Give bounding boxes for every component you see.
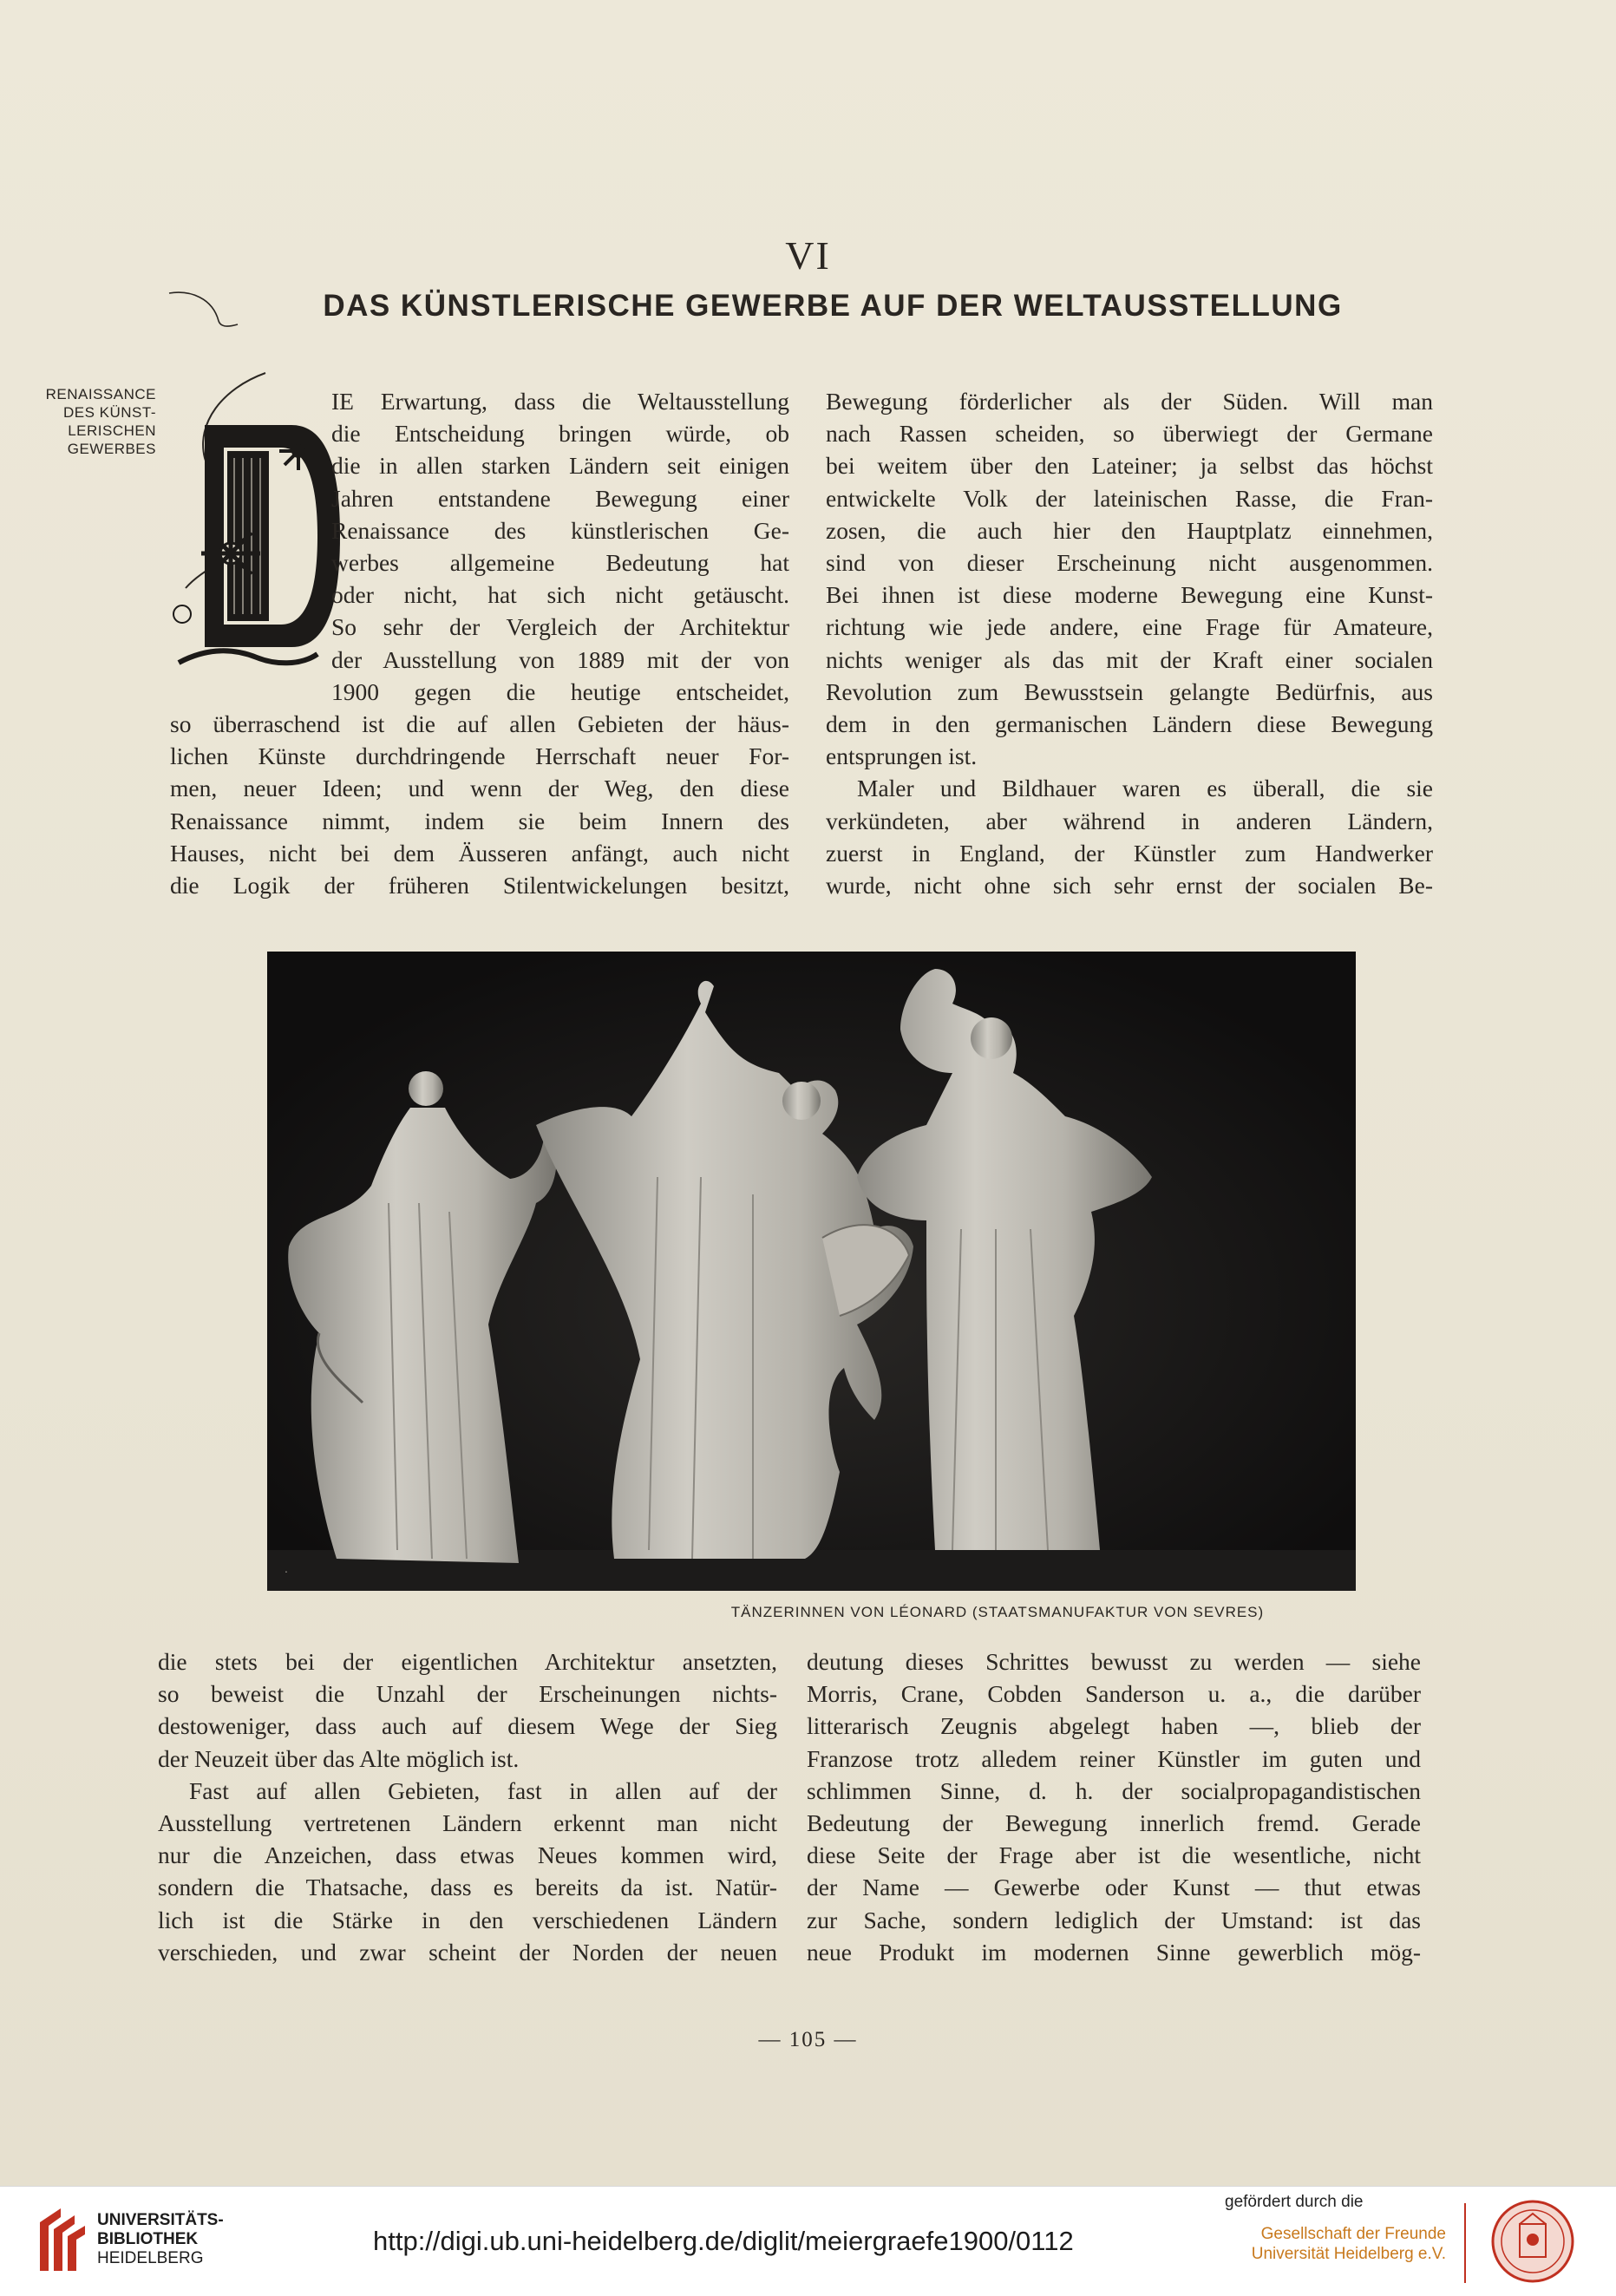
text-line: Renaissance des künstlerischen Ge- <box>331 516 789 544</box>
text-line: Jahren entstandene Bewegung einer <box>331 484 789 512</box>
text-line: Ausstellung vertretenen Ländern erkennt man nicht <box>158 1809 777 1837</box>
marginal-line: LERISCHEN <box>68 422 156 439</box>
text-line: IE Erwartung, dass die Weltausstellung <box>331 388 789 415</box>
library-name[interactable] <box>97 2211 224 2268</box>
text-line: Bei ihnen ist diese moderne Bewegung eine Kunst- <box>826 581 1433 609</box>
text-column-top-right <box>826 385 1433 901</box>
text-line: sind von dieser Erscheinung nicht ausgenommen. <box>826 549 1433 577</box>
title-ornament <box>165 286 243 330</box>
text-line: zosen, die auch hier den Hauptplatz einnehmen, <box>826 516 1433 544</box>
university-seal-icon <box>1485 2198 1580 2285</box>
funded-by-label: gefördert durch die <box>1225 2193 1364 2211</box>
text-line: der Neuzeit über das Alte möglich ist. <box>158 1744 520 1772</box>
text-line: Revolution zum Bewusstsein gelangte Bedürfnis, aus <box>826 677 1433 705</box>
text-line: nichts weniger als das mit der Kraft einer socialen <box>826 645 1433 673</box>
text-line: nur die Anzeichen, dass etwas Neues kommen wird, <box>158 1841 777 1869</box>
text-line: entwickelte Volk der lateinischen Rasse, die Fran- <box>826 484 1433 512</box>
svg-text:·: · <box>285 1567 288 1580</box>
text-line: dem in den germanischen Ländern diese Bewegung <box>826 710 1433 738</box>
text-line: entsprungen ist. <box>826 742 978 770</box>
page-number: — 105 — <box>758 2028 858 2051</box>
text-line: Maler und Bildhauer waren es überall, die sie <box>857 775 1433 802</box>
drop-cap-d <box>170 371 343 675</box>
text-line: die in allen starken Ländern seit einigen <box>331 452 789 480</box>
text-line: der Name — Gewerbe oder Kunst — thut etwas <box>807 1874 1421 1901</box>
text-line: lichen Künste durchdringende Herrschaft neuer For- <box>170 742 789 770</box>
footer-divider <box>1464 2203 1466 2283</box>
society-name-line: Universität Heidelberg e.V. <box>1251 2245 1446 2263</box>
text-line: Bewegung förderlicher als der Süden. Will man <box>826 388 1433 415</box>
text-line: bei weitem über den Lateiner; ja selbst das höchst <box>826 452 1433 480</box>
text-line: der Ausstellung von 1889 mit der von <box>331 645 789 673</box>
text-line: men, neuer Ideen; und wenn der Weg, den diese <box>170 775 789 802</box>
text-line: So sehr der Vergleich der Architektur <box>331 613 789 641</box>
library-name-line: UNIVERSITÄTS- <box>97 2211 224 2229</box>
chapter-title: DAS KÜNSTLERISCHE GEWERBE AUF DER WELTAUSSTELLUNG <box>323 289 1343 323</box>
text-line: Morris, Crane, Cobden Sanderson u. a., die darüber <box>807 1680 1421 1708</box>
figure-caption: TÄNZERINNEN VON LÉONARD (STAATSMANUFAKTUR VON SEVRES) <box>730 1604 1265 1620</box>
text-line: die Logik der früheren Stilentwickelungen besitzt, <box>170 872 789 899</box>
library-name-line: BIBLIOTHEK <box>97 2230 199 2248</box>
text-line: schlimmen Sinne, d. h. der socialpropagandistischen <box>807 1776 1421 1804</box>
text-line: die stets bei der eigentlichen Architektur ansetzten, <box>158 1648 777 1675</box>
society-name[interactable] <box>1216 2224 1446 2264</box>
permalink-url[interactable]: http://digi.ub.uni-heidelberg.de/diglit/meiergraefe1900/0112 <box>373 2226 1074 2256</box>
text-line: so überraschend ist die auf allen Gebieten der häus- <box>170 710 789 737</box>
text-line: Hauses, nicht bei dem Äusseren anfängt, auch nicht <box>170 839 789 867</box>
text-line: lich ist die Stärke in den verschiedenen Ländern <box>158 1906 777 1933</box>
text-line: so beweist die Unzahl der Erscheinungen nichts- <box>158 1680 777 1708</box>
library-name-line: HEIDELBERG <box>97 2249 204 2267</box>
text-column-top-left-full <box>170 708 789 901</box>
text-line: Franzose trotz alledem reiner Künstler im guten und <box>807 1744 1421 1772</box>
chapter-number: VI <box>785 233 831 278</box>
text-column-bottom-left <box>158 1645 777 1968</box>
marginal-line: DES KÜNST- <box>62 404 156 421</box>
marginal-note <box>26 385 156 458</box>
library-logo-icon[interactable] <box>36 2205 87 2274</box>
text-line: werbes allgemeine Bedeutung hat <box>331 549 789 577</box>
text-line: 1900 gegen die heutige entscheidet, <box>331 677 789 705</box>
text-line: diese Seite der Frage aber ist die wesentliche, nicht <box>807 1841 1421 1869</box>
text-line: verkündeten, aber während in anderen Ländern, <box>826 807 1433 834</box>
text-line: die Entscheidung bringen würde, ob <box>331 420 789 448</box>
society-name-line: Gesellschaft der Freunde <box>1260 2225 1446 2243</box>
text-line: litterarisch Zeugnis abgelegt haben —, blieb der <box>807 1712 1421 1740</box>
text-line: destoweniger, dass auch auf diesem Wege der Sieg <box>158 1712 777 1740</box>
marginal-line: GEWERBES <box>67 441 156 457</box>
text-line: nach Rassen scheiden, so überwiegt der Germane <box>826 420 1433 448</box>
text-line: richtung wie jede andere, eine Frage für Amateure, <box>826 613 1433 641</box>
text-line: sondern die Thatsache, dass es bereits da ist. Natür- <box>158 1874 777 1901</box>
text-line: Renaissance nimmt, indem sie beim Innern des <box>170 807 789 834</box>
text-line: deutung dieses Schrittes bewusst zu werden — siehe <box>807 1648 1421 1675</box>
text-line: verschieden, und zwar scheint der Norden der neuen <box>158 1938 777 1966</box>
dancers-photograph <box>267 952 1356 1591</box>
text-line: Bedeutung der Bewegung innerlich fremd. Gerade <box>807 1809 1421 1837</box>
text-line: Fast auf allen Gebieten, fast in allen auf der <box>189 1776 777 1804</box>
text-line: oder nicht, hat sich nicht getäuscht. <box>331 581 789 609</box>
text-column-bottom-right <box>807 1645 1421 1968</box>
text-line: wurde, nicht ohne sich sehr ernst der socialen Be- <box>826 872 1433 899</box>
text-line: zur Sache, sondern lediglich der Umstand: ist das <box>807 1906 1421 1933</box>
text-column-top-left <box>331 385 789 708</box>
marginal-line: RENAISSANCE <box>45 386 156 402</box>
text-line: neue Produkt im modernen Sinne gewerblich mög- <box>807 1938 1421 1966</box>
text-line: zuerst in England, der Künstler zum Handwerker <box>826 839 1433 867</box>
